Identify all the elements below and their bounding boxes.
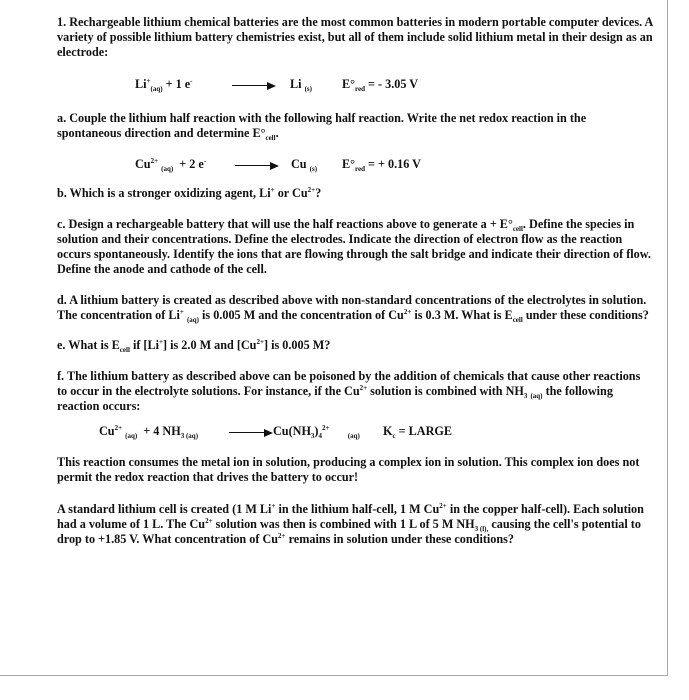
part-f: f. The lithium battery as described above can be poisoned by the addition of chemicals that cause other reactions to occur in the electrolyte solutions. For instance, if the $Cu^{2+}$ solution is combined with $NH_3$ $_{(aq)}$ the following reaction occurs: — [57, 369, 641, 413]
part-d: d. A lithium battery is created as described above with non-standard concentrations of the electrolytes in solution. The concentration of Li+ $_{(aq)}$ is 0.005 M and the concentration of $Cu^{2+}$ is 0.3 M. What is $E_{cell}$ under these conditions? — [57, 293, 649, 324]
complex-ion-explanation: This reaction consumes the metal ion in solution, producing a complex ion in solution. This complex ion does not permit the redox reaction that drives the battery to occur! — [57, 455, 640, 484]
intro-paragraph: 1. Rechargeable lithium chemical batteries are the most common batteries in modern portable computer devices. A variety of possible lithium battery chemistries exist, but all of them include solid lithium metal in their design as an electrode: — [57, 15, 653, 59]
reaction-arrow — [229, 426, 271, 441]
eq3-left: $Cu^{2+}$ $_{(aq)}$ + 4 $NH_{3 (aq)}$ — [99, 424, 199, 440]
eq2-left: $Cu^{2+}$ $_{(aq)}$ + 2 e- — [135, 157, 207, 173]
eq3-equilibrium-constant: $K_c$ = LARGE — [383, 424, 452, 440]
reaction-arrow — [232, 79, 274, 94]
part-c: c. Design a rechargeable battery that will use the half reactions above to generate $a + E^\circ_{cell}$. Define the species in solution and their concentrations. Define the electrodes. Indicate the direction of electron flow as the reaction occurs spontaneously. Identify the ions that are flowing through the salt bridge and indicate their direction of flow. Define the anode and cathode of the cell. — [57, 217, 651, 276]
part-a: a. Couple the lithium half reaction with the following half reaction. Write the net redox reaction in the spontaneous direction and determine $E^\circ_{cell}$. — [57, 111, 587, 142]
eq1-right: Li $_{(s)}$ — [290, 77, 312, 93]
eq2-right: Cu $_{(s)}$ — [291, 157, 318, 173]
standard-cell-question: A standard lithium cell is created (1 M Li+ in the lithium half-cell, 1 M $Cu^{2+}$ in the copper half-cell). Each solution had a volume of 1 L. The $Cu^{2+}$ solution was then is combined with 1 L of 5 M $NH_{3 (l),}$ causing the cell's potential to drop to +1.85 V. What concentration of $Cu^{2+}$ remains in solution under these conditions? — [57, 502, 644, 546]
problem-content — [57, 15, 653, 547]
eq1-potential: $E^\circ_{red}$ = - 3.05 V — [342, 77, 419, 93]
eq3-right: $Cu(NH_3)_4^{2+}$ $_{(aq)}$ — [273, 424, 360, 440]
eq1-left: $Li^+_{(aq)} + 1$ e- — [135, 77, 193, 93]
part-e: e. What is $E_{cell}$ if [Li+] is 2.0 M and $[Cu^{2+}]$ is 0.005 M? — [57, 338, 331, 354]
part-b: b. Which is a stronger oxidizing agent, Li+ or $Cu^{2+}$? — [57, 186, 322, 200]
complex-ion-reaction — [57, 424, 653, 442]
eq2-potential: $E^\circ_{red}$ = + 0.16 V — [342, 157, 421, 173]
lithium-half-reaction — [57, 77, 653, 95]
copper-half-reaction — [57, 157, 653, 175]
reaction-arrow — [235, 159, 277, 174]
